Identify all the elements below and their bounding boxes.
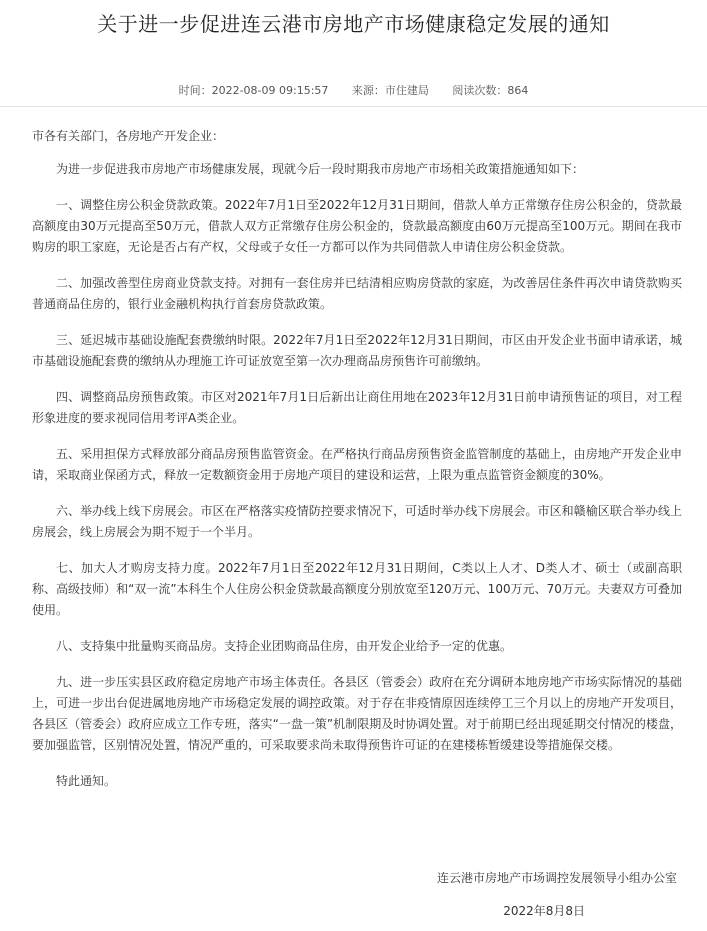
paragraph-8: 八、支持集中批量购买商品房。支持企业团购商品住房，由开发企业给予一定的优惠。 [56,639,513,653]
paragraph-4: 四、调整商品房预售政策。市区对2021年7月1日后新出让商住用地在2023年12月31日前申请预售证的项目，对工程形象进度的要求视同信用考评A类企业。 [32,390,682,425]
article-body [32,126,682,807]
paragraph-intro: 为进一步促进我市房地产市场健康发展，现就今后一段时期我市房地产市场相关政策措施通知如下： [56,162,585,176]
divider [0,106,707,107]
paragraph-2: 二、加强改善型住房商业贷款支持。对拥有一套住房并已结清相应购房贷款的家庭，为改善居住条件再次申请贷款购买普通商品住房的，银行业金融机构执行首套房贷款政策。 [32,276,682,311]
paragraph-5: 五、采用担保方式释放部分商品房预售监管资金。在严格执行商品房预售资金监管制度的基础上，由房地产开发企业申请，采取商业保函方式，释放一定数额资金用于房地产项目的建设和运营，上限为重点监管资金额度的30%。 [32,447,682,482]
view-count: 阅读次数：864 [452,84,529,97]
signature-date: 2022年8月8日 [503,904,585,918]
signature-org: 连云港市房地产市场调控发展领导小组办公室 [436,871,677,885]
paragraph-closing: 特此通知。 [56,774,117,788]
paragraph-9: 九、进一步压实县区政府稳定房地产市场主体责任。各县区（管委会）政府在充分调研本地房地产市场实际情况的基础上，可进一步出台促进属地房地产市场稳定发展的调控政策。对于存在非疫情原因连续停工三个月以上的房地产开发项目，各县区（管委会）政府应成立工作专班，落实“一盘一策”机制限期及时协调处置。对于前期已经出现延期交付情况的楼盘，要加强监管，区别情况处置，情况严重的，可采取要求尚未取得预售许可证的在建楼栋暂缓建设等措施保交楼。 [32,675,682,752]
page-title: 关于进一步促进连云港市房地产市场健康稳定发展的通知 [97,12,610,36]
source: 来源：市住建局 [351,84,429,97]
paragraph-1: 一、调整住房公积金贷款政策。2022年7月1日至2022年12月31日期间，借款人单方正常缴存住房公积金的，贷款最高额度由30万元提高至50万元，借款人双方正常缴存住房公积金的，贷款最高额度由60万元提高至100万元。期间在我市购房的职工家庭，无论是否占有产权，父母或子女任一方都可以作为共同借款人申请住房公积金贷款。 [32,198,682,254]
paragraph-7: 七、加大人才购房支持力度。2022年7月1日至2022年12月31日期间，C类以上人才、D类人才、硕士（或副高职称、高级技师）和“双一流”本科生个人住房公积金贷款最高额度分别放宽至120万元、100万元、70万元。夫妻双方可叠加使用。 [32,561,682,617]
paragraph-3: 三、延迟城市基础设施配套费缴纳时限。2022年7月1日至2022年12月31日期间，市区由开发企业书面申请承诺，城市基础设施配套费的缴纳从办理施工许可证放宽至第一次办理商品房预售许可前缴纳。 [32,333,682,368]
salutation: 市各有关部门，各房地产开发企业： [32,129,225,143]
article-meta [0,82,707,98]
paragraph-6: 六、举办线上线下房展会。市区在严格落实疫情防控要求情况下，可适时举办线下房展会。市区和赣榆区联合举办线上房展会，线上房展会为期不短于一个半月。 [32,504,682,539]
publish-time: 时间：2022-08-09 09:15:57 [178,84,329,97]
